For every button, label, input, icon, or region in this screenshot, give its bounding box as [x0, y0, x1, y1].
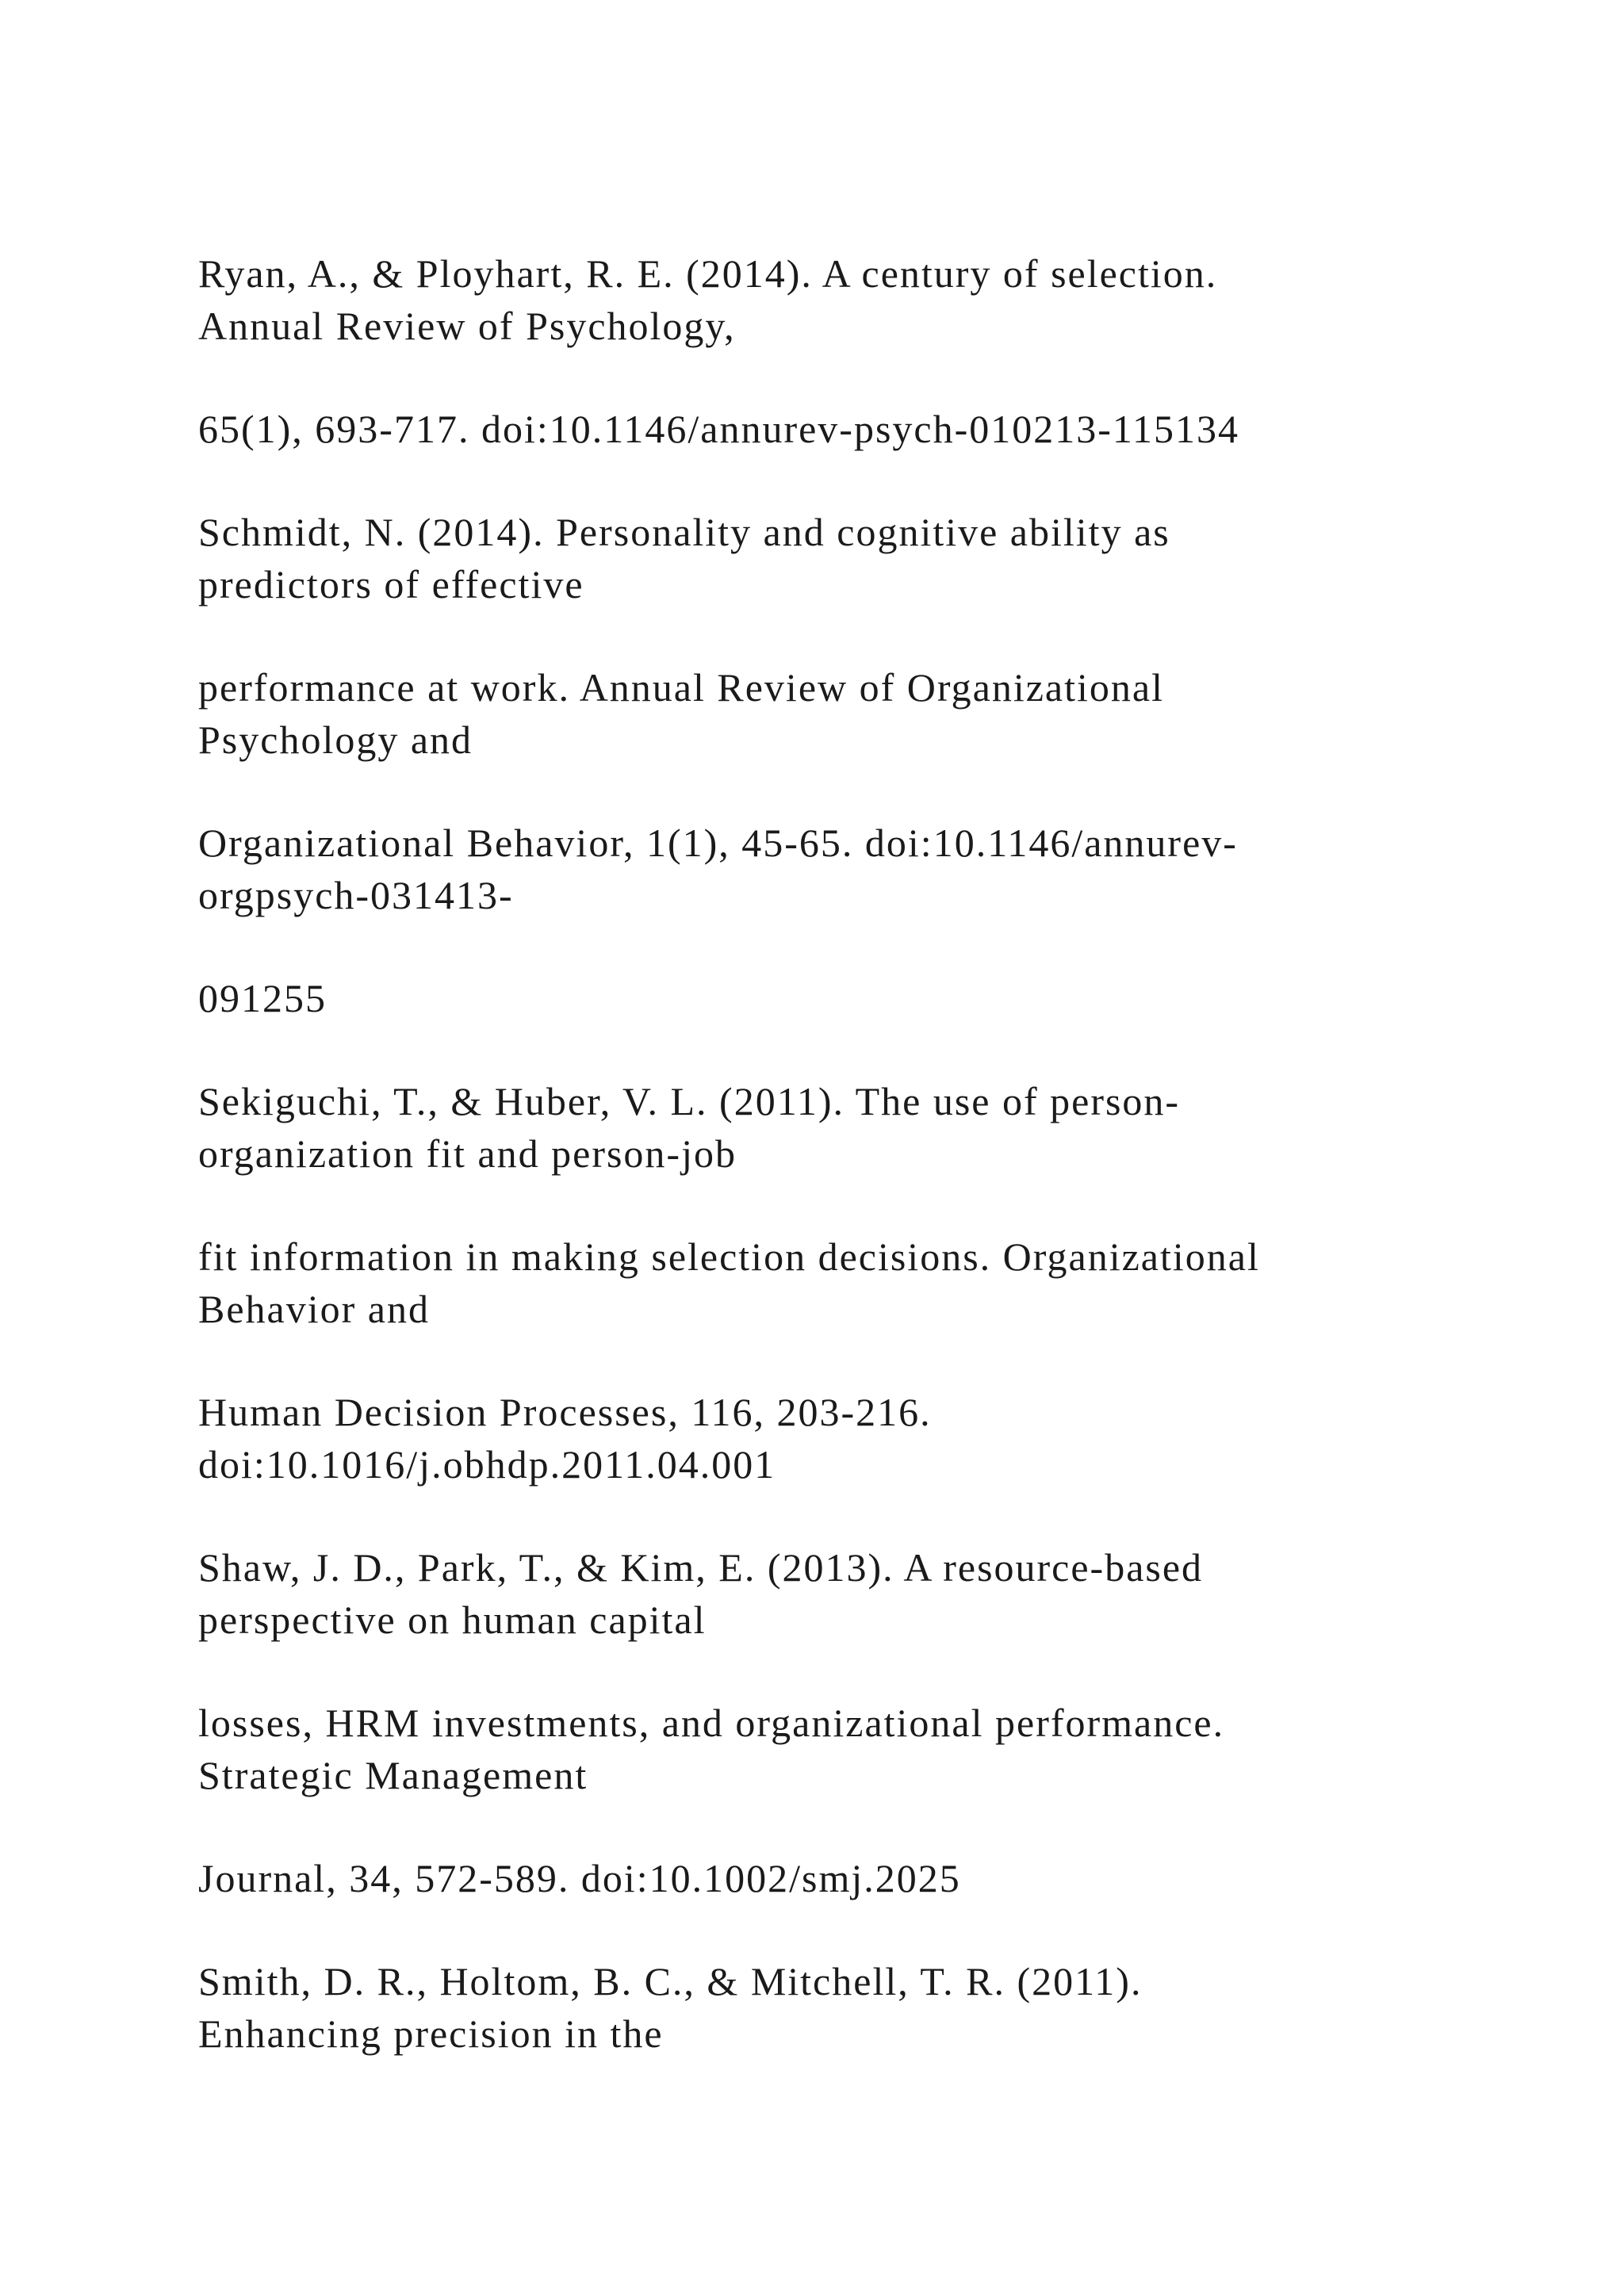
- reference-line: Schmidt, N. (2014). Personality and cognitive ability as predictors of effective: [198, 510, 1170, 607]
- reference-line: Ryan, A., & Ployhart, R. E. (2014). A century of selection. Annual Review of Psychology,: [198, 251, 1218, 348]
- reference-line: Sekiguchi, T., & Huber, V. L. (2011). The use of person- organization fit and person-job: [198, 1079, 1181, 1176]
- reference-line: Human Decision Processes, 116, 203-216. doi:10.1016/j.obhdp.2011.04.001: [198, 1390, 932, 1487]
- reference-list: [198, 247, 1467, 2110]
- reference-line: performance at work. Annual Review of Organizational Psychology and: [198, 665, 1164, 762]
- reference-line: losses, HRM investments, and organizational performance. Strategic Management: [198, 1701, 1225, 1797]
- reference-line: 091255: [198, 976, 327, 1020]
- reference-line: 65(1), 693-717. doi:10.1146/annurev-psych-010213-115134: [198, 407, 1240, 451]
- reference-line: Organizational Behavior, 1(1), 45-65. doi:10.1146/annurev- orgpsych-031413-: [198, 821, 1238, 917]
- reference-line: fit information in making selection decisions. Organizational Behavior and: [198, 1234, 1260, 1331]
- reference-line: Shaw, J. D., Park, T., & Kim, E. (2013). A resource-based perspective on human capital: [198, 1545, 1204, 1642]
- reference-line: Journal, 34, 572-589. doi:10.1002/smj.2025: [198, 1856, 961, 1900]
- reference-line: Smith, D. R., Holtom, B. C., & Mitchell, T. R. (2011). Enhancing precision in the: [198, 1959, 1143, 2056]
